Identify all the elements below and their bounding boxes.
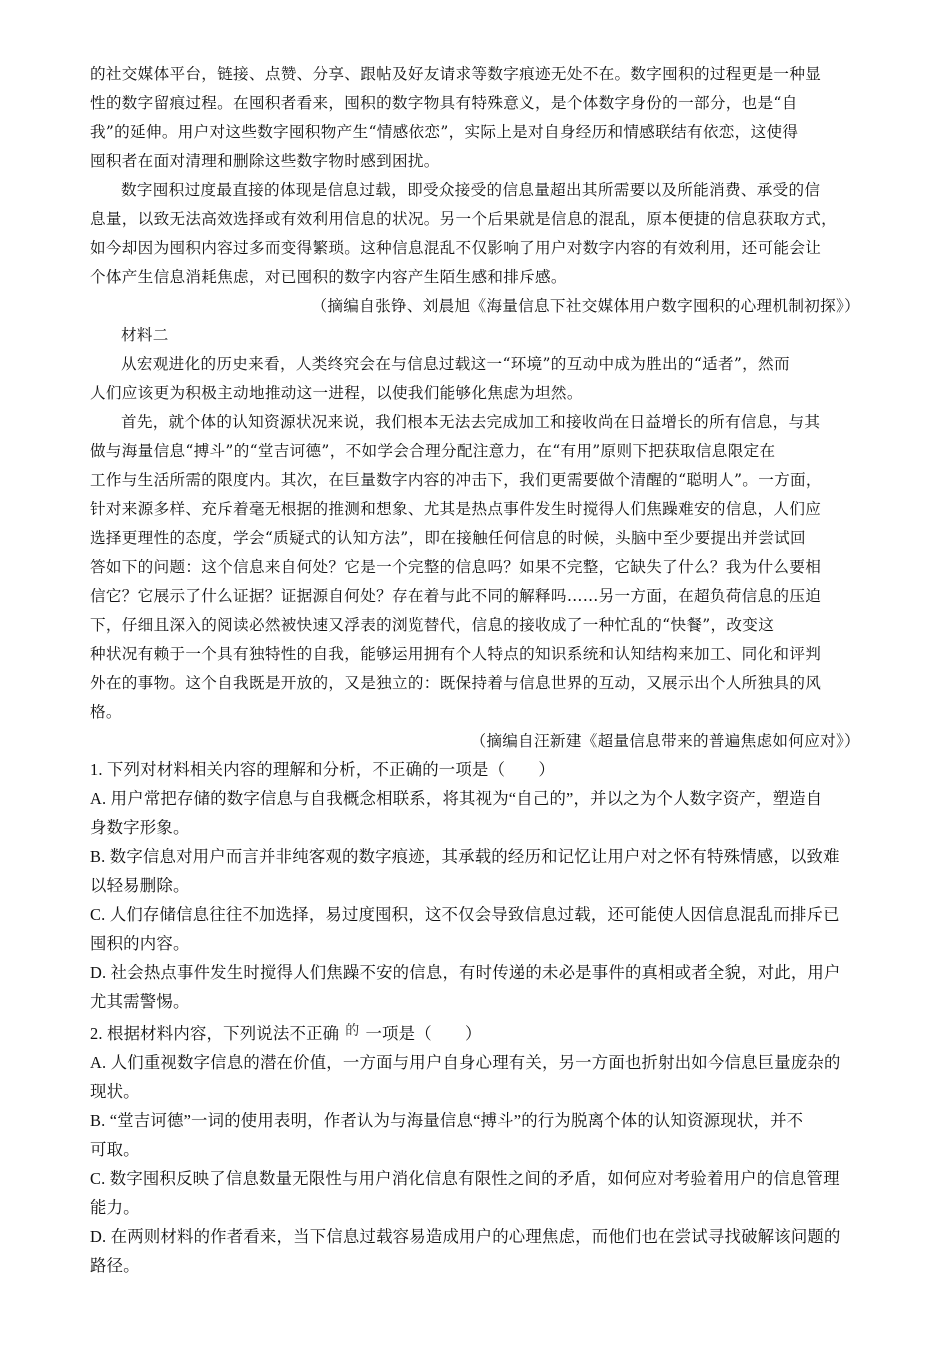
option-c: C. 人们存储信息往往不加选择，易过度囤积，这不仅会导致信息过载，还可能使人因信息混乱而排斥已 [90, 905, 840, 924]
text-line: 种状况有赖于一个具有独特性的自我，能够运用拥有个人特点的知识系统和认知结构来加工、同化和评判 [90, 645, 822, 663]
section-heading: 材料二 [121, 326, 169, 344]
text-line: 做与海量信息“搏斗”的“堂吉诃德”，不如学会合理分配注意力，在“有用”原则下把获取信息限定在 [90, 442, 776, 460]
text-line: 针对来源多样、充斥着毫无根据的推测和想象、尤其是热点事件发生时搅得人们焦躁难安的信息，人们应 [90, 500, 822, 518]
text-line: 性的数字留痕过程。在囤积者看来，囤积的数字物具有特殊意义，是个体数字身份的一部分，也是“自 [90, 94, 798, 112]
text-line: 首先，就个体的认知资源状况来说，我们根本无法去完成加工和接收尚在日益增长的所有信息，与其 [121, 413, 821, 431]
text-line: 数字囤积过度最直接的体现是信息过载，即受众接受的信息量超出其所需要以及所能消费、承受的信 [121, 181, 821, 199]
text-line: 人们应该更为积极主动地推动这一进程，以使我们能够化焦虑为坦然。 [90, 384, 583, 402]
text-line: 信它？它展示了什么证据？证据源自何处？存在着与此不同的解释吗……另一方面，在超负荷信息的压迫 [90, 587, 822, 605]
option-c-cont: 能力。 [90, 1198, 140, 1217]
option-d-cont: 路径。 [90, 1256, 140, 1275]
text-line: 息量，以致无法高效选择或有效利用信息的状况。另一个后果就是信息的混乱，原本便捷的信息获取方式， [90, 210, 838, 228]
text-line: 个体产生信息消耗焦虑，对已囤积的数字内容产生陌生感和排斥感。 [90, 268, 567, 286]
text-line: 答如下的问题：这个信息来自何处？它是一个完整的信息吗？如果不完整，它缺失了什么？我为什么要相 [90, 558, 822, 576]
option-b: B. 数字信息对用户而言并非纯客观的数字痕迹，其承载的经历和记忆让用户对之怀有特殊情感，以致难 [90, 847, 840, 866]
question-stem [90, 1024, 860, 1046]
option-a: A. 人们重视数字信息的潜在价值，一方面与用户自身心理有关，另一方面也折射出如今信息巨量庞杂的 [90, 1053, 841, 1072]
text-line: 囤积者在面对清理和删除这些数字物时感到困扰。 [90, 152, 440, 170]
question-stem: 1. 下列对材料相关内容的理解和分析，不正确的一项是（ ） [90, 760, 555, 779]
question-stem-part: 2. 根据材料内容，下列说法不正确 [90, 1024, 340, 1043]
source-citation: （摘编自张铮、刘晨旭《海量信息下社交媒体用户数字囤积的心理机制初探》） [311, 297, 860, 315]
text-line: 选择更理性的态度，学会“质疑式的认知方法”，即在接触任何信息的时候，头脑中至少要提出并尝试回 [90, 529, 806, 547]
option-b-cont: 可取。 [90, 1140, 140, 1159]
inserted-char: 的 [345, 1024, 360, 1039]
option-d: D. 在两则材料的作者看来，当下信息过载容易造成用户的心理焦虑，而他们也在尝试寻找破解该问题的 [90, 1227, 841, 1246]
option-d-cont: 尤其需警惕。 [90, 992, 190, 1011]
option-c-cont: 囤积的内容。 [90, 934, 190, 953]
text-line: 工作与生活所需的限度内。其次，在巨量数字内容的冲击下，我们更需要做个清醒的“聪明人”。一方面， [90, 471, 822, 489]
option-a-cont: 现状。 [90, 1082, 140, 1101]
text-line: 外在的事物。这个自我既是开放的，又是独立的：既保持着与信息世界的互动，又展示出个人所独具的风 [90, 674, 822, 692]
text-line: 下，仔细且深入的阅读必然被快速又浮表的浏览替代，信息的接收成了一种忙乱的“快餐”，改变这 [90, 616, 775, 634]
text-line: 如今却因为囤积内容过多而变得繁琐。这种信息混乱不仅影响了用户对数字内容的有效利用，还可能会让 [90, 239, 822, 257]
option-d: D. 社会热点事件发生时搅得人们焦躁不安的信息，有时传递的未必是事件的真相或者全貌，对此，用户 [90, 963, 841, 982]
text-line: 从宏观进化的历史来看，人类终究会在与信息过载这一“环境”的互动中成为胜出的“适者”，然而 [121, 355, 790, 373]
text-line: 的社交媒体平台，链接、点赞、分享、跟帖及好友请求等数字痕迹无处不在。数字囤积的过程更是一种显 [90, 65, 822, 83]
text-line: 格。 [90, 703, 122, 721]
option-c: C. 数字囤积反映了信息数量无限性与用户消化信息有限性之间的矛盾，如何应对考验着用户的信息管理 [90, 1169, 840, 1188]
option-a-cont: 身数字形象。 [90, 818, 190, 837]
text-line: 我”的延伸。用户对这些数字囤积物产生“情感依恋”，实际上是对自身经历和情感联结有依恋，这使得 [90, 123, 799, 141]
option-b-cont: 以轻易删除。 [90, 876, 190, 895]
option-a: A. 用户常把存储的数字信息与自我概念相联系，将其视为“自己的”，并以之为个人数字资产，塑造自 [90, 789, 823, 808]
option-b: B. “堂吉诃德”一词的使用表明，作者认为与海量信息“搏斗”的行为脱离个体的认知资源现状，并不 [90, 1111, 804, 1130]
source-citation: （摘编自汪新建《超量信息带来的普遍焦虑如何应对》） [470, 732, 860, 750]
question-stem-part: 一项是（ ） [365, 1024, 482, 1043]
